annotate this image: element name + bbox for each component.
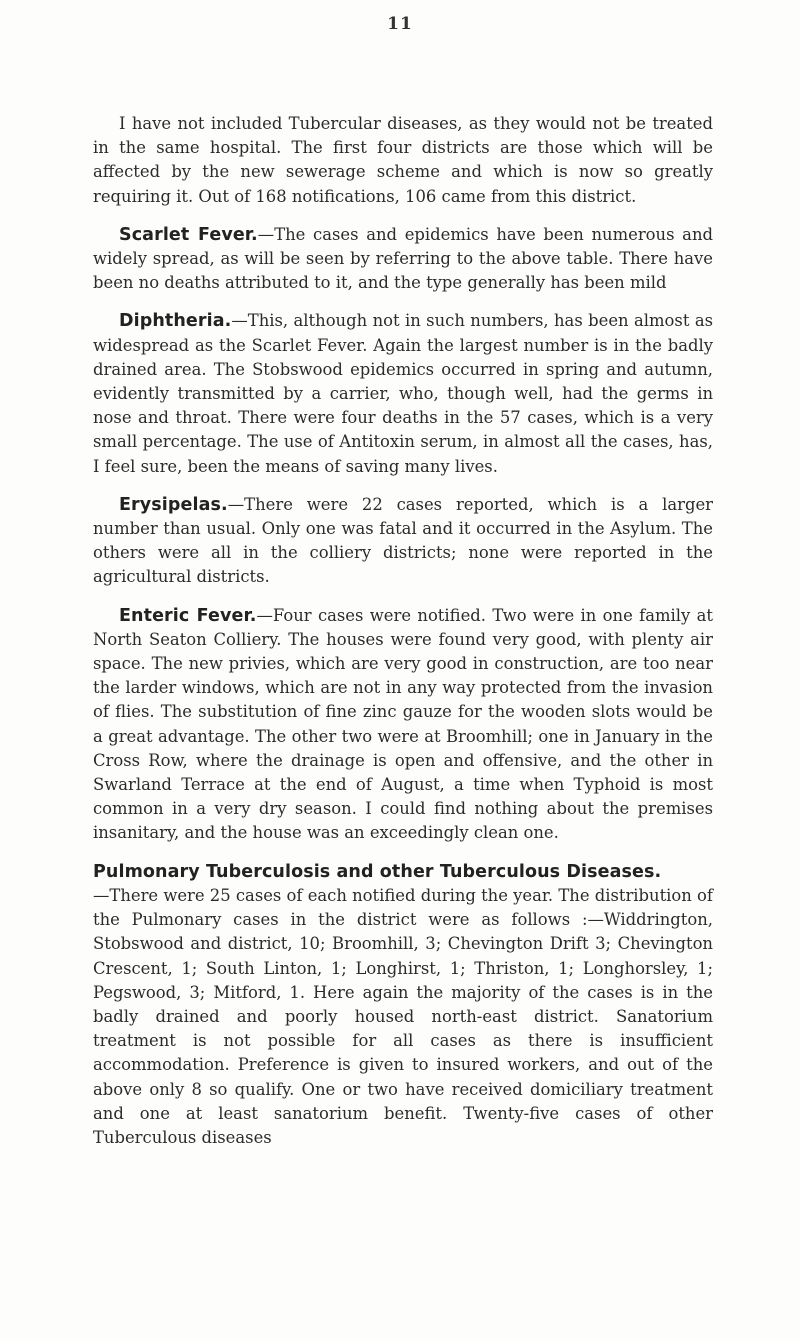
scarlet-fever-heading: Scarlet Fever. xyxy=(119,224,258,245)
pulmonary-tuberculosis-paragraph xyxy=(93,860,713,1150)
scarlet-fever-text: —The cases and epidemics have been numerous and widely spread, as will be seen by referring to the above table. There have been no deaths attributed to it, and the type generally has been mild xyxy=(93,224,713,293)
erysipelas-text: —There were 22 cases reported, which is a larger number than usual. Only one was fatal and it occurred in the Asylum. The others were all in the colliery districts; none were reported in the agricultural districts. xyxy=(93,494,713,587)
diphtheria-paragraph xyxy=(93,309,713,478)
enteric-fever-paragraph xyxy=(93,604,713,846)
diphtheria-heading: Diphtheria. xyxy=(119,311,232,332)
erysipelas-heading: Erysipelas. xyxy=(119,494,228,515)
diphtheria-text: —This, although not in such numbers, has been almost as widespread as the Scarlet Fever. Again the largest number is in the badly drained area. The Stobswood epidemics occurred in spring and autumn, evidently transmitted by a carrier, who, though well, had the germs in nose and throat. There were four deaths in the 57 cases, which is a very small percentage. The use of Antitoxin serum, in almost all the cases, has, I feel sure, been the means of saving many lives. xyxy=(93,311,713,476)
erysipelas-paragraph xyxy=(93,493,713,590)
enteric-fever-text: —Four cases were notified. Two were in one family at North Seaton Colliery. The houses were found very good, with plenty air space. The new privies, which are very good in construction, are too near the larder windows, which are not in any way protected from the invasion of flies. The substitution of fine zinc gauze for the wooden slots would be a great advantage. The other two were at Broomhill; one in January in the Cross Row, where the drainage is open and offensive, and the other in Swarland Terrace at the end of August, a time when Typhoid is most common in a very dry season. I could find nothing about the premises insanitary, and the house was an exceedingly clean one. xyxy=(93,605,713,843)
intro-paragraph: I have not included Tubercular diseases, as they would not be treated in the same hospital. The first four districts are those which will be affected by the new sewerage scheme and which is now so greatly requiring it. Out of 168 notifications, 106 came from this district. xyxy=(93,114,713,206)
scarlet-fever-paragraph xyxy=(93,223,713,296)
page-number: 11 xyxy=(387,14,413,34)
pulmonary-tuberculosis-heading: Pulmonary Tuberculosis and other Tuberculous Diseases. xyxy=(93,861,662,882)
enteric-fever-heading: Enteric Fever. xyxy=(119,605,257,626)
page-body xyxy=(93,112,713,1164)
pulmonary-tuberculosis-text: —There were 25 cases of each notified during the year. The distribution of the Pulmonary cases in the district were as follows :—Widdrington, Stobswood and district, 10; Broomhill, 3; Chevington Drift 3; Chevington Crescent, 1; South Linton, 1; Longhirst, 1; Thriston, 1; Longhorsley, 1; Pegswood, 3; Mitford, 1. Here again the majority of the cases is in the badly drained and poorly housed north-east district. Sanatorium treatment is not possible for all cases as there is insufficient accommodation. Preference is given to insured workers, and out of the above only 8 so qualify. One or two have received domiciliary treatment and one at least sanatorium benefit. Twenty-five cases of other Tuberculous diseases xyxy=(93,885,713,1147)
